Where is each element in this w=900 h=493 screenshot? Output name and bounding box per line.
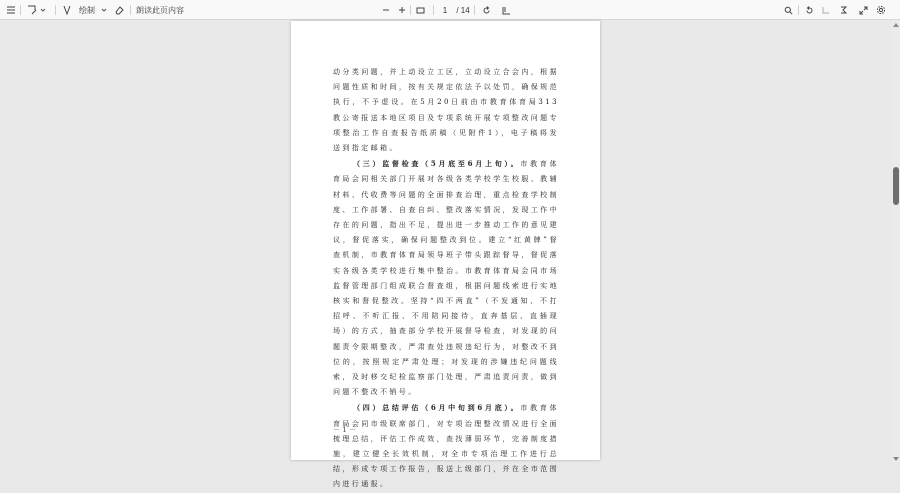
- page-total: [454, 0, 472, 20]
- fit-page-icon[interactable]: [414, 0, 426, 20]
- page-number: － 1 －: [333, 426, 356, 434]
- read-aloud-label: 朗读此页内容: [136, 5, 184, 15]
- section-heading: （四）总结评估（6月中旬到6月底）。: [353, 403, 521, 413]
- page-total-label: / 14: [456, 5, 470, 15]
- page-current: 1: [442, 5, 448, 15]
- sidebar-toggle-icon[interactable]: [4, 0, 18, 20]
- search-icon[interactable]: [781, 0, 795, 20]
- draw-dropdown-icon[interactable]: [100, 0, 108, 20]
- document-viewer[interactable]: [0, 21, 900, 489]
- draw-label: 绘制: [79, 5, 95, 15]
- annotate-dropdown-icon[interactable]: [39, 0, 47, 20]
- zoom-out-icon[interactable]: [380, 0, 392, 20]
- redo-icon[interactable]: [818, 0, 832, 20]
- eraser-icon[interactable]: [113, 0, 125, 20]
- read-aloud-button[interactable]: [136, 0, 184, 20]
- rotate-icon[interactable]: [480, 0, 492, 20]
- pdf-page: [291, 21, 600, 489]
- fullscreen-icon[interactable]: [856, 0, 870, 20]
- undo-icon[interactable]: [802, 0, 816, 20]
- scroll-thumb[interactable]: [893, 167, 899, 205]
- scroll-up-arrow-icon[interactable]: [893, 23, 899, 27]
- paragraph-text: 动分类问题，并上动设立工区，立动设立合会内，根据问题性质和时间，按有关规定依法予以处罚，确保规范执行，不予虚设。在5月20日前由市教育体育局313教公寄报送本地区项目及专项系统开展专项整改问题专项整治工作自查报告纸质稿（见附件1），电子稿将发送到指定邮箱。: [333, 68, 559, 153]
- section-heading: （三）监督检查（5月底至6月上旬）。: [353, 159, 521, 169]
- vertical-scrollbar[interactable]: [892, 21, 900, 463]
- zoom-in-icon[interactable]: [396, 0, 408, 20]
- settings-icon[interactable]: [874, 0, 888, 20]
- page-text: [333, 65, 559, 493]
- paragraph-text: 市教育体育局会同相关部门开展对各级各类学校学生校服、教辅材料、代收费等问题的全面排查治理，重点检查学校制度、工作部署、自查自纠、整改落实情况，发现工作中存在的问题，指出不足，提出进一步推动工作的意见建议，督促落实，确保问题整改到位。建立“红黄牌”督查机制，市教育体育局领导班子带头跟踪督导，督促落实各级各类学校进行集中整治。市教育体育局会同市场监督管理部门组成联合督查组，根据问题线索进行实地核实和督促整改。坚持“四不两直”（不发通知、不打招呼、不听汇报、不用陪同接待，直奔基层、直插现场）的方式，抽查部分学校开展督导检查，对发现的问题责令限期整改，严肃查处违规违纪行为，对整改不到位的，按照规定严肃处理；对发现的涉嫌违纪问题线索，及时移交纪检监察部门处理，严肃追责问责，做到问题不整改不销号。: [333, 160, 559, 397]
- paragraph-text: 市教育体育局会同市级联席部门，对专项治理整改情况进行全面梳理总结，评估工作成效，查找薄弱环节，完善制度措施，建立健全长效机制，对全市专项治理工作进行总结，形成专项工作报告，报送上级部门，并在全市范围内进行通报。: [333, 404, 559, 489]
- pdf-toolbar: [0, 0, 900, 20]
- page-number-input[interactable]: [439, 0, 451, 20]
- paragraph-3: [333, 400, 559, 492]
- scroll-down-arrow-icon[interactable]: [893, 457, 899, 461]
- draw-icon[interactable]: [61, 0, 73, 20]
- save-icon[interactable]: [836, 0, 850, 20]
- two-page-icon[interactable]: [500, 0, 512, 20]
- draw-button[interactable]: [75, 0, 99, 20]
- paragraph-2: [333, 156, 559, 400]
- paragraph-1: [333, 65, 559, 156]
- annotate-icon[interactable]: [26, 0, 38, 20]
